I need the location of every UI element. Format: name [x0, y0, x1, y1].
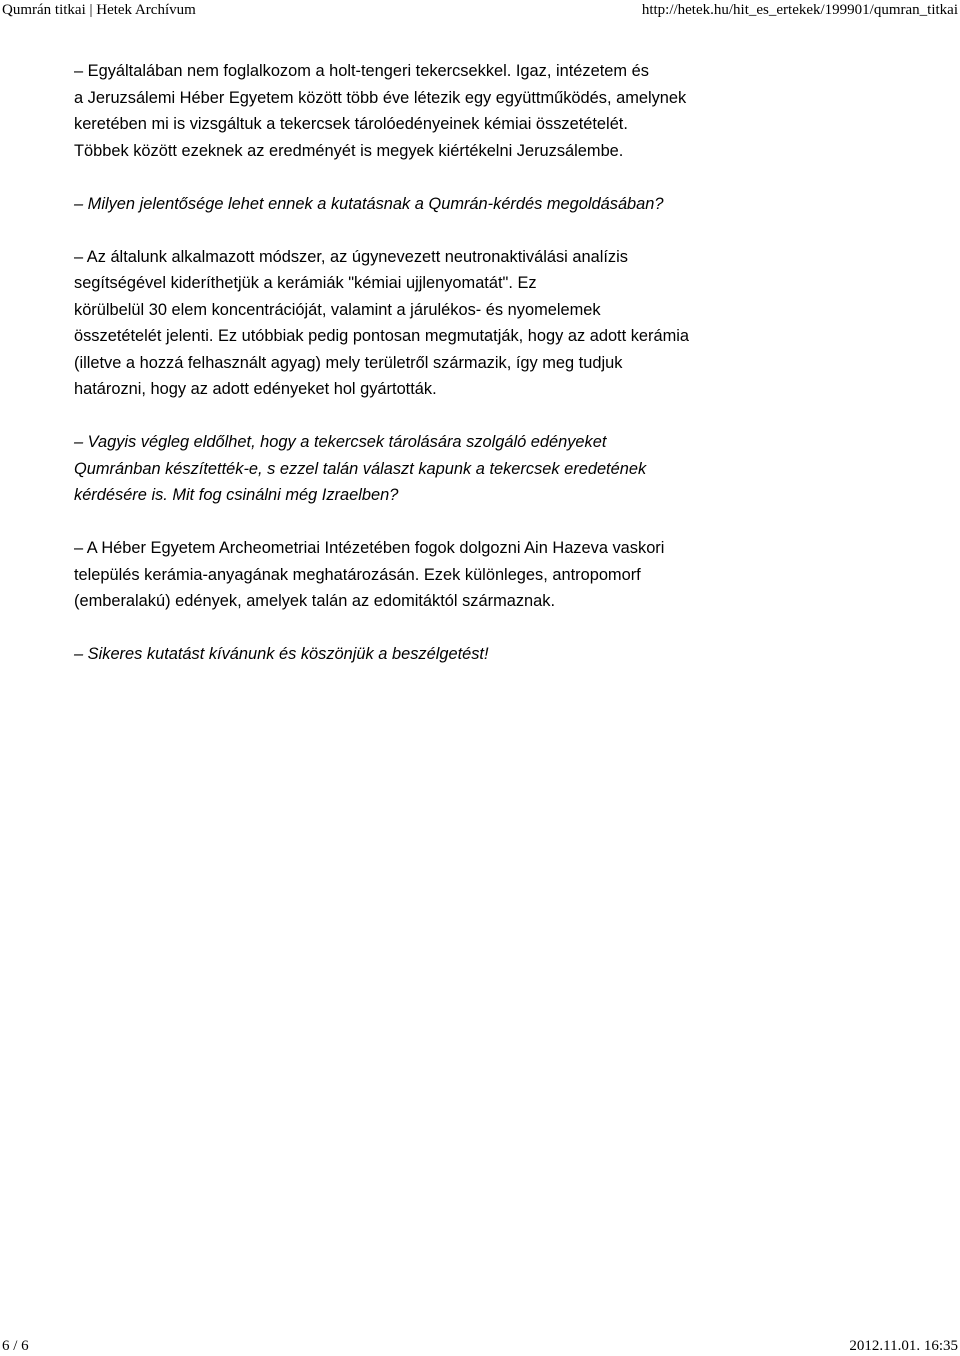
text-line: összetételét jelenti. Ez utóbbiak pedig pontosan megmutatják, hogy az adott kerámia — [74, 327, 690, 345]
text-line: – Egyáltalában nem foglalkozom a holt-tengeri tekercsekkel. Igaz, intézetem és — [74, 62, 649, 80]
text-line: körülbelül 30 elem koncentrációját, valamint a járulékos- és nyomelemek — [74, 300, 601, 319]
text-line: Többek között ezeknek az eredményét is megyek kiértékelni Jeruzsálembe. — [74, 141, 624, 160]
answer-paragraph — [74, 244, 774, 403]
print-header — [0, 0, 960, 20]
text-line: – A Héber Egyetem Archeometriai Intézetében fogok dolgozni Ain Hazeva vaskori — [74, 539, 665, 557]
answer-paragraph — [74, 535, 774, 615]
text-line: település kerámia-anyagának meghatározásán. Ezek különleges, antropomorf — [74, 565, 641, 584]
text-line: kérdésére is. Mit fog csinálni még Izraelben? — [74, 486, 399, 504]
page-title: Qumrán titkai | Hetek Archívum — [2, 2, 196, 18]
text-line: – Vagyis végleg eldőlhet, hogy a tekercsek tárolására szolgáló edényeket — [74, 433, 607, 451]
print-footer — [0, 1336, 960, 1356]
text-line: – Az általunk alkalmazott módszer, az úgynevezett neutronaktiválási analízis — [74, 247, 628, 266]
text-line: Qumránban készítették-e, s ezzel talán választ kapunk a tekercsek eredetének — [74, 459, 647, 478]
text-line: keretében mi is vizsgáltuk a tekercsek tárolóedényeinek kémiai összetételét. — [74, 115, 628, 133]
question-paragraph — [74, 191, 774, 218]
article-body — [74, 58, 774, 694]
page-number: 6 / 6 — [2, 1338, 29, 1354]
text-line: (emberalakú) edények, amelyek talán az edomitáktól származnak. — [74, 592, 556, 610]
question-paragraph — [74, 429, 774, 509]
answer-paragraph — [74, 58, 774, 164]
text-line: (illetve a hozzá felhasznált agyag) mely területről származik, így meg tudjuk — [74, 353, 623, 372]
print-timestamp: 2012.11.01. 16:35 — [849, 1338, 958, 1354]
text-line: – Sikeres kutatást kívánunk és köszönjük a beszélgetést! — [74, 645, 489, 663]
page-url: http://hetek.hu/hit_es_ertekek/199901/qumran_titkai — [641, 2, 958, 18]
text-line: – Milyen jelentősége lehet ennek a kutatásnak a Qumrán-kérdés megoldásában? — [74, 194, 664, 213]
text-line: segítségével kideríthetjük a kerámiák "kémiai ujjlenyomatát". Ez — [74, 274, 537, 292]
text-line: a Jeruzsálemi Héber Egyetem között több éve létezik egy együttműködés, amelynek — [74, 88, 687, 107]
text-line: határozni, hogy az adott edényeket hol gyártották. — [74, 380, 437, 398]
question-paragraph — [74, 641, 774, 668]
